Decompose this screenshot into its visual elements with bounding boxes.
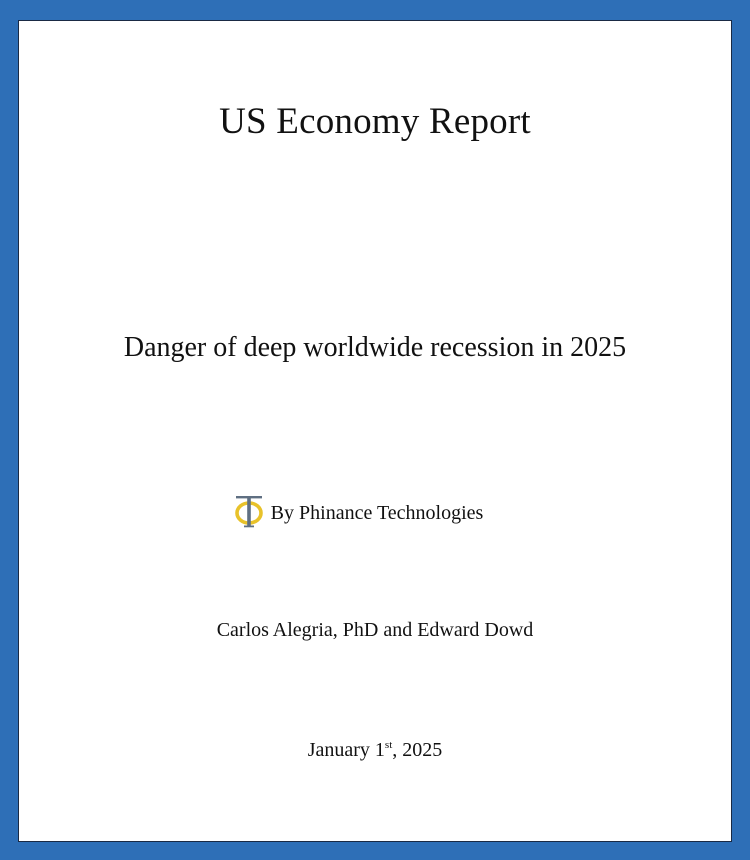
date-year: , 2025 <box>392 739 443 761</box>
cover-page <box>18 20 732 842</box>
byline-row <box>19 491 731 531</box>
phi-t-monogram-icon <box>231 492 267 530</box>
date-month-day: January 1 <box>307 739 385 761</box>
date-ordinal-suffix: st <box>384 739 393 751</box>
authors-line: Carlos Alegria, PhD and Edward Dowd <box>216 619 534 641</box>
report-subtitle: Danger of deep worldwide recession in 2025 <box>123 332 627 363</box>
report-date <box>19 739 731 762</box>
report-title: US Economy Report <box>219 101 531 142</box>
byline-text: By Phinance Technologies <box>270 501 484 524</box>
